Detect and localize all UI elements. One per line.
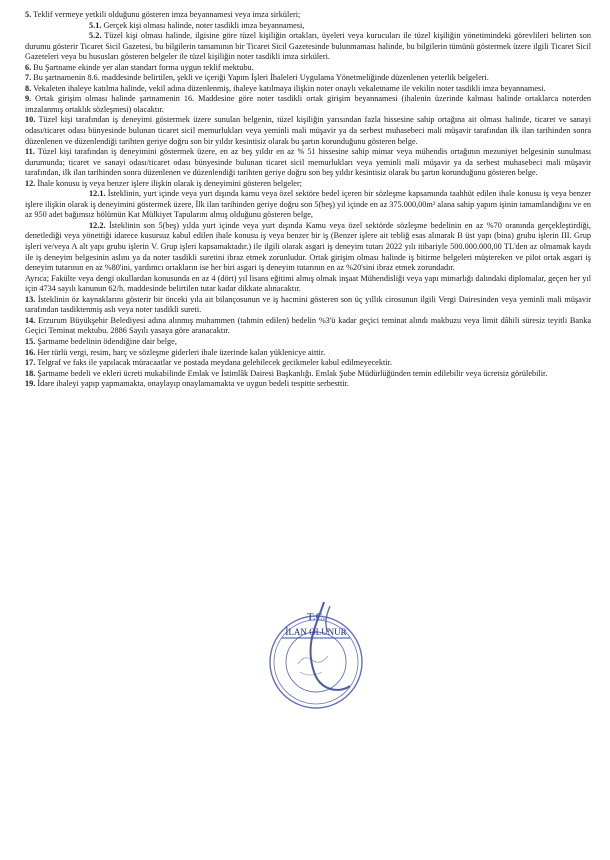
paragraph bbox=[25, 348, 591, 359]
paragraph-text: Tüzel kişi tarafından iş deneyimini göstermek üzere, en az beş yıldır en az % 51 hissesine sahip mimar veya mühendis ortağının mezuniyet belgesinin sunulması durumunda; ticaret ve sanayi odası/ticaret odası bünyesinde bulunan ticaret sicil memurlukları veya yeminli mali müşavir ya da serbest muhasebeci mali müşavir tarafından, ilk ilan tarihinden sonra düzenlenen ve düzenlendiği tarihten geriye doğru son beş yıldır kesintisiz olarak bu şartın korunduğunu gösteren belge. bbox=[25, 147, 591, 178]
paragraph-number: 5.2. bbox=[89, 31, 102, 41]
paragraph-number: 8. bbox=[25, 83, 32, 93]
paragraph-text: Bu şartnamenin 8.6. maddesinde belirtilen, şekli ve içeriği Yapım İşleri İhaleleri Uygulama Yönetmeliğinde düzenlenen yeterlik belgeleri. bbox=[31, 73, 489, 83]
paragraph-number: 16. bbox=[25, 347, 36, 357]
paragraph bbox=[25, 337, 591, 348]
paragraph bbox=[25, 295, 591, 316]
paragraph-number: 10. bbox=[25, 115, 36, 125]
paragraph bbox=[25, 179, 591, 190]
paragraph bbox=[25, 115, 591, 147]
paragraph-text: İsteklinin öz kaynaklarını gösterir bir önceki yıla ait bilançosunun ve iş hacmini gösteren son üç yıllık cirosunun ilgili Vergi Dairesinden veya yeminli mali müşavir tarafından tasdiktenmiş aslı veya noter tasdikli sureti. bbox=[25, 294, 591, 315]
paragraph bbox=[25, 10, 591, 21]
paragraph-text: Şartname bedeli ve ekleri ücreti mukabilinde Emlak ve İstimlâk Dairesi Başkanlığı. Emlak Şube Müdürlüğünden temin edilebilir veya ücretsiz görülebilir. bbox=[35, 368, 548, 378]
paragraph-number: 11. bbox=[25, 147, 35, 157]
paragraph-number: 5. bbox=[25, 10, 32, 19]
paragraph bbox=[25, 379, 591, 390]
paragraph-text: Teklif vermeye yetkili olduğunu gösteren imza beyannamesi veya imza sirküleri; bbox=[31, 10, 301, 19]
paragraph bbox=[25, 274, 591, 295]
paragraph-text: Gerçek kişi olması halinde, noter tasdikli imza beyannamesi, bbox=[101, 20, 305, 30]
paragraph-text: İhale konusu iş veya benzer işlere ilişkin olarak iş deneyimini gösteren belgeler; bbox=[35, 178, 302, 188]
paragraph-text: Ortak girişim olması halinde şartnamenin 16. Maddesine göre noter tasdikli ortak girişim beyannamesi (ihalenin üzerinde kalması halinde ortaklarca noterden imzalanmış ortaklık sözleşmesi) olacaktır. bbox=[25, 94, 591, 114]
paragraph-number: 13. bbox=[25, 294, 36, 304]
paragraph-text: Tüzel kişi olması halinde, ilgisine göre tüzel kişiliğin ortakları, üyeleri veya kurucuları ile tüzel kişiliğin yönetimindeki görevlileri belirten son durumu gösterir Ticaret Sicil Gazetesi, bu bilgilerin tamamının bir Ticaret Sicil Gazetesinde bulunmaması halinde, bu bilgilerin tümünü göstermek üzere ilgili Ticaret Sicil Gazeteleri veya bu hususları gösteren belgeler ile tüzel kişiliğin noter tasdikli imza sirküleri. bbox=[25, 31, 591, 62]
paragraph bbox=[25, 31, 591, 63]
paragraph-text: İsteklinin son 5(beş) yılda yurt içinde veya yurt dışında Kamu veya özel sektörde sözleşme bedelinin en az %70 oranında gerçekleştirdiği, denetlediği veya yönettiği idarece kusursuz kabul edilen ihale konusu iş veya benzer bir iş (Benzer işlere ait tebliğ esas alınarak B üst yapı (bina) grubu işlerin III. Grup işleri ve/veya A alt yapı grubu işlerin V. Grup işleri kapsamaktadır.) ile ilgili olarak asgari iş deneyim tutarı 2022 yılı itibariyle 500.000.000,00 TL'den az olmamak kaydı ile iş deneyim belgesinin aslını ya da noter tasdikli suretini ibraz etmek zorunludur. Ortak girişim olması halinde iş bitirme belgeleri müştereken ve pilot ortak asgari iş deneyim tutarının en az %80'ini, yardımcı ortakların ise her biri asgari iş deneyim tutarının en az %20'sini ibraz etmek zorundadır. bbox=[25, 220, 591, 273]
paragraph-text: Tüzel kişi tarafından iş deneyimi göstermek üzere sunulan belgenin, tüzel kişiliğin yarısından fazla hissesine sahip ortağına ait olması halinde, ticaret ve sanayi odası/ticaret odası bünyesinde bulunan ticaret sicil memurlukları veya yeminli mali müşavir ya da serbest muhasebeci mali müşavir tarafından ilk ilan tarihinden sonra düzenlenen ve düzenlendiği tarihten geriye doğru son bir yıldır kesintisiz olarak bu şartın korunduğunu gösteren belge. bbox=[25, 115, 591, 146]
stamp-top-text: T.C. bbox=[306, 612, 326, 623]
paragraph bbox=[25, 94, 591, 115]
document-body bbox=[25, 10, 591, 390]
paragraph-number: 14. bbox=[25, 315, 36, 325]
paragraph-number: 15. bbox=[25, 336, 36, 346]
paragraph-number: 9. bbox=[25, 94, 32, 104]
paragraph-number: 18. bbox=[25, 368, 36, 378]
paragraph-text: Vekaleten ihaleye katılma halinde, vekil adına düzenlenmiş, ihaleye katılmaya ilişkin noter onaylı vekaletname ile vekilin noter tasdikli imza beyannamesi. bbox=[31, 83, 546, 93]
paragraph bbox=[25, 189, 591, 221]
paragraph bbox=[25, 369, 591, 380]
paragraph bbox=[25, 21, 591, 32]
paragraph-number: 19. bbox=[25, 379, 36, 389]
paragraph-number: 12.1. bbox=[89, 189, 106, 199]
paragraph bbox=[25, 63, 591, 74]
paragraph-text: İdare ihaleyi yapıp yapmamakta, onaylayıp onaylamamakta ve uygun bedeli tespitte serbesttir. bbox=[35, 379, 349, 389]
paragraph-number: 12. bbox=[25, 178, 36, 188]
official-stamp bbox=[258, 596, 380, 718]
stamp-seal bbox=[258, 596, 380, 718]
paragraph-number: 12.2. bbox=[89, 220, 106, 230]
paragraph-text: Şartname bedelinin ödendiğine dair belge, bbox=[35, 336, 177, 346]
paragraph bbox=[25, 221, 591, 274]
paragraph-text: İsteklinin, yurt içinde veya yurt dışında kamu veya özel sektöre bedel içeren bir sözleşme kapsamında taahhüt edilen ihale konusu iş veya benzer işlere ilişkin olarak iş deneyimini göstermek üzere, İlk ilan tarihinden geriye doğru son 5(beş) yıl içinde en az 375.000,00m² alana sahip yapım işinin tamamlandığını ve en az 950 adet bağımsız bölümün Kat Mülkiyet Tapularını almış olduğunu gösteren belge, bbox=[25, 189, 591, 220]
paragraph-number: 17. bbox=[25, 358, 36, 368]
paragraph-number: 5.1. bbox=[89, 20, 102, 30]
paragraph-text: Bu Şartname ekinde yer alan standart forma uygun teklif mektubu. bbox=[31, 62, 254, 72]
paragraph bbox=[25, 147, 591, 179]
paragraph-text: Her türlü vergi, resim, harç ve sözleşme giderleri ihale üzerinde kalan yüklenicye aittir. bbox=[35, 347, 326, 357]
paragraph-number: 6. bbox=[25, 62, 32, 72]
paragraph bbox=[25, 358, 591, 369]
paragraph-text: Ayrıca; Fakülte veya dengi okullardan konusunda en az 4 (dört) yıl lisans eğitimi almış olmak inşaat Mühendisliği veya yapı mimarlığı dalındaki diplomalar, geçen her yıl için 4734 sayılı kanunun 62/h. maddesinde belirtilen tutar kadar dikkate alınacaktır. bbox=[25, 273, 591, 294]
paragraph bbox=[25, 84, 591, 95]
paragraph bbox=[25, 316, 591, 337]
stamp-caption: İLAN OLUNUR bbox=[285, 627, 347, 637]
paragraph-text: Erzurum Büyükşehir Belediyesi adına alınmış muhammen (tahmin edilen) bedelin %3'ü kadar geçici teminat alındı makbuzu veya limit dâhili süresiz teyitli Banka Geçici Teminat mektubu. 2886 Sayılı yasaya göre aranacaktır. bbox=[25, 315, 591, 336]
paragraph-text: Telgraf ve faks ile yapılacak müracaatlar ve postada meydana gelebilecek gecikmeler kabul edilmeyecektir. bbox=[35, 358, 392, 368]
paragraph-number: 7. bbox=[25, 73, 32, 83]
paragraph bbox=[25, 73, 591, 84]
